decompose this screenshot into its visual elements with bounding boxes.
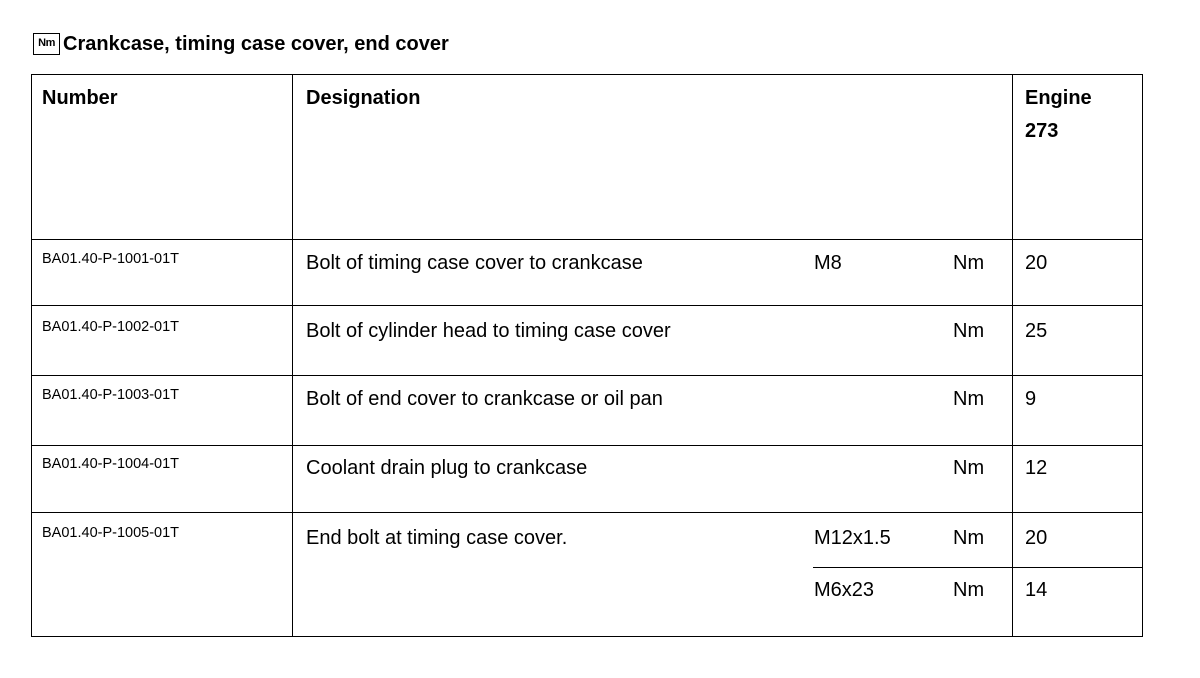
document-title-row [33,31,449,57]
row-value: 12 [1025,457,1048,479]
row-value: 14 [1025,579,1048,601]
row-unit: Nm [953,320,985,342]
row-designation: Bolt of timing case cover to crankcase [306,252,643,274]
row-divider [32,239,1142,240]
sub-row-divider [813,567,1142,568]
row-designation: Coolant drain plug to crankcase [306,457,588,479]
column-divider-engine [1012,75,1013,636]
row-value: 20 [1025,527,1048,549]
row-value: 20 [1025,252,1048,274]
row-designation: Bolt of cylinder head to timing case cover [306,320,671,342]
header-number: Number [42,87,118,109]
document-title: Crankcase, timing case cover, end cover [63,32,449,55]
torque-nm-icon: Nm [33,33,60,55]
row-unit: Nm [953,457,985,479]
row-designation: Bolt of end cover to crankcase or oil pan [306,388,663,410]
row-designation: End bolt at timing case cover. [306,527,568,549]
row-unit: Nm [953,579,985,601]
row-divider [32,305,1142,306]
row-value: 25 [1025,320,1048,342]
row-value: 9 [1025,388,1037,410]
row-unit: Nm [953,252,985,274]
row-size: M12x1.5 [814,527,891,549]
row-divider [32,375,1142,376]
column-divider-number [292,75,293,636]
row-number: BA01.40-P-1002-01T [42,319,180,335]
row-number: BA01.40-P-1004-01T [42,456,180,472]
row-size: M6x23 [814,579,875,601]
row-number: BA01.40-P-1003-01T [42,387,180,403]
row-divider [32,445,1142,446]
row-unit: Nm [953,388,985,410]
row-size: M8 [814,252,842,274]
row-number: BA01.40-P-1001-01T [42,251,180,267]
row-divider [32,512,1142,513]
header-engine-model: 273 [1025,120,1059,142]
row-number: BA01.40-P-1005-01T [42,525,180,541]
torque-table [31,74,1143,637]
header-designation: Designation [306,87,421,109]
header-engine: Engine [1025,87,1092,109]
row-unit: Nm [953,527,985,549]
